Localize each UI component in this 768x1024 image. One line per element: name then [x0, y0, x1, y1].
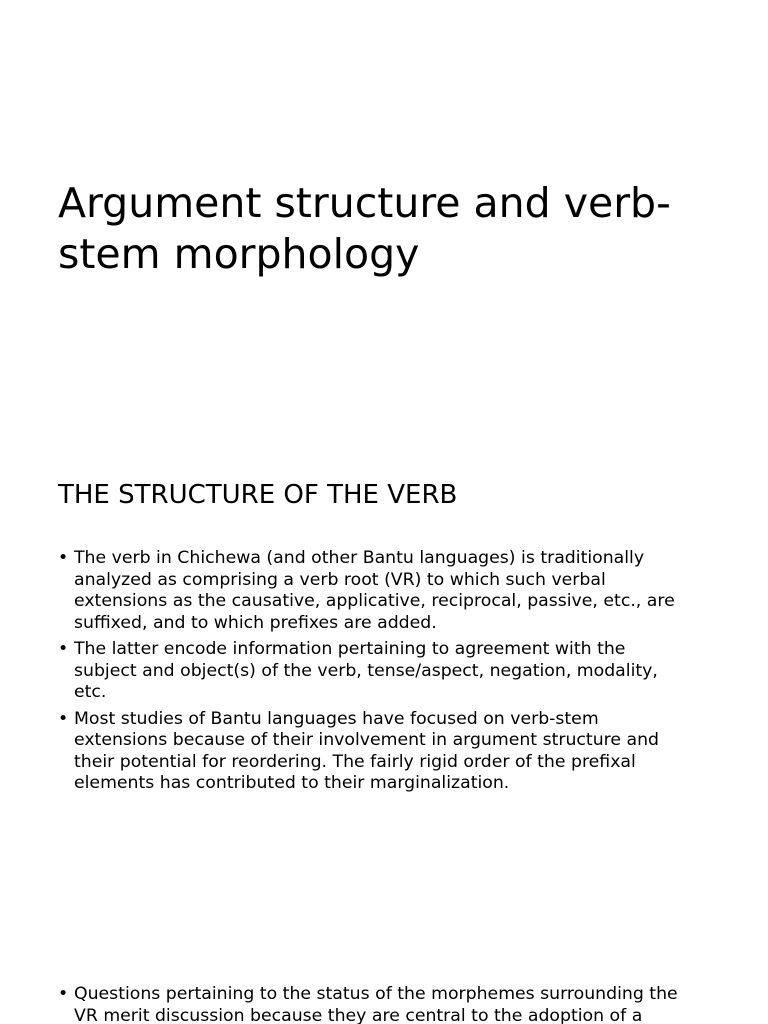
- section-heading: THE STRUCTURE OF THE VERB: [58, 480, 458, 510]
- bullet-item: [58, 639, 738, 704]
- bullet-glyph: •: [58, 984, 69, 1004]
- bullet-item: [58, 709, 738, 795]
- bullet-item: [58, 984, 738, 1024]
- bullet-text: The verb in Chichewa (and other Bantu languages) is traditionally analyzed as comprising a verb root (VR) to which such verbal extensions as the causative, applicative, reciprocal, passive, etc., are suffixed, and to which prefixes are added.: [74, 548, 675, 633]
- bullet-glyph: •: [58, 639, 69, 659]
- slide-title: Argument structure and verb- stem morphology: [58, 179, 671, 278]
- bullet-glyph: •: [58, 708, 69, 729]
- next-bullet-list: [58, 984, 738, 1024]
- bullet-glyph: •: [58, 548, 69, 568]
- bullet-text: Most studies of Bantu languages have focused on verb-stem extensions because of their involvement in argument structure and their potential for reordering. The fairly rigid order of the prefixal elements has contributed to their marginalization.: [74, 708, 660, 793]
- bullet-text: Questions pertaining to the status of the morphemes surrounding the VR merit discussion because they are central to the adoption of a: [74, 984, 678, 1024]
- bullet-text: The latter encode information pertaining to agreement with the subject and object(s) of the verb, tense/aspect, negation, modality, etc.: [74, 639, 658, 702]
- bullet-item: [58, 548, 738, 634]
- bullet-list: [58, 548, 738, 800]
